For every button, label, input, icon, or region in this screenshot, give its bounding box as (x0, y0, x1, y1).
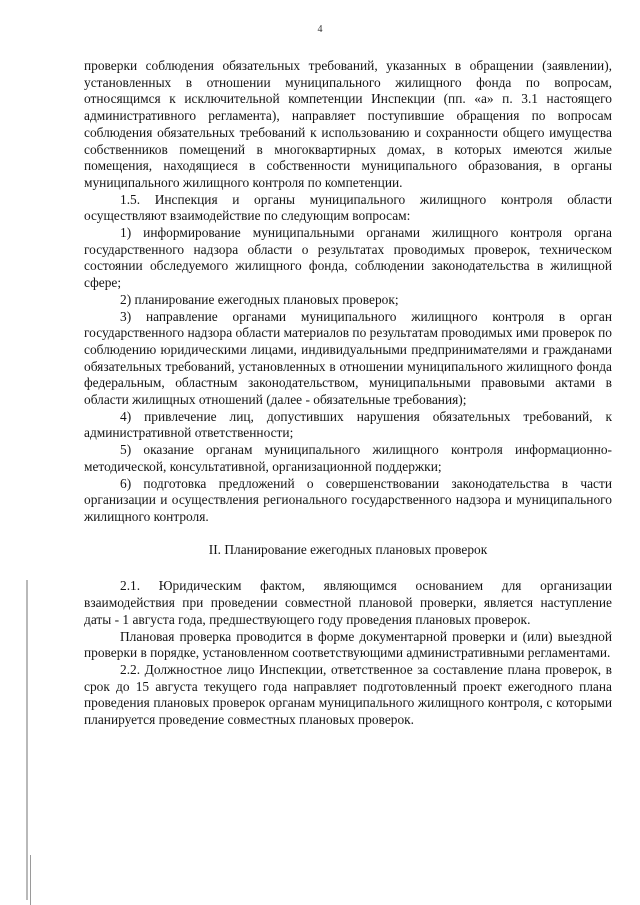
paragraph-1-5: 1.5. Инспекция и органы муниципального жилищного контроля области осуществляют взаимодействие по следующим вопросам: (84, 191, 612, 224)
paragraph-2-2: 2.2. Должностное лицо Инспекции, ответственное за составление плана проверок, в срок до 15 августа текущего года направляет подготовленный проект ежегодного плана проведения плановых проверок органам муниципального жилищного контроля, с которыми планируется проведение совместных плановых проверок. (84, 661, 612, 728)
list-item-5: 5) оказание органам муниципального жилищного контроля информационно-методической, консультативной, организационной поддержки; (84, 442, 612, 474)
scan-binding-edge (26, 580, 28, 900)
list-item-6: 6) подготовка предложений о совершенствовании законодательства в части организации и осуществления регионального государственного надзора и муниципального жилищного контроля. (84, 475, 612, 524)
list-item-4: 4) привлечение лиц, допустивших нарушения обязательных требований, к административной ответственности; (84, 408, 612, 441)
list-item-3: 3) направление органами муниципального жилищного контроля в орган государственного надзора области материалов по результатам проводимых ими проверок по соблюдению юридическими лицами, индивидуальными предпринимателями и гражданами обязательных требований, установленных в отношении муниципального жилищного фонда федеральным, областным законодательством, муниципальными правовыми актами в области жилищных отношений (далее - обязательные требования); (84, 308, 612, 408)
paragraph-continuation: проверки соблюдения обязательных требований, указанных в обращении (заявлении), установленных в отношении муниципального жилищного фонда по вопросам, относящимся к исключительной компетенции Инспекции (пп. «а» п. 3.1 настоящего административного регламента), направляет поступившие обращения по вопросам соблюдения обязательных требований к использованию и сохранности общего имущества собственников помещений в многоквартирных домах, в которых имеются жилые помещения, находящиеся в собственности муниципального образования, в органы муниципального жилищного контроля по компетенции. (84, 58, 612, 190)
list-item-2: 2) планирование ежегодных плановых проверок; (120, 291, 399, 307)
page-number: 4 (317, 24, 323, 35)
paragraph-planned-check: Плановая проверка проводится в форме документарной проверки и (или) выездной проверки в порядке, установленном соответствующими административными регламентами. (84, 628, 612, 661)
paragraph-2-1: 2.1. Юридическим фактом, являющимся основанием для организации взаимодействия при проведении совместной плановой проверки, является наступление даты - 1 августа года, предшествующего году проведения плановых проверок. (84, 578, 612, 627)
section-heading: II. Планирование ежегодных плановых проверок (208, 541, 488, 557)
scan-binding-edge-lower (30, 855, 31, 905)
document-body (84, 58, 612, 729)
list-item-1: 1) информирование муниципальными органами жилищного контроля органа государственного надзора области о результатах проводимых проверок, техническом состоянии обследуемого жилищного фонда, соблюдении законодательства в жилищной сфере; (84, 225, 612, 291)
